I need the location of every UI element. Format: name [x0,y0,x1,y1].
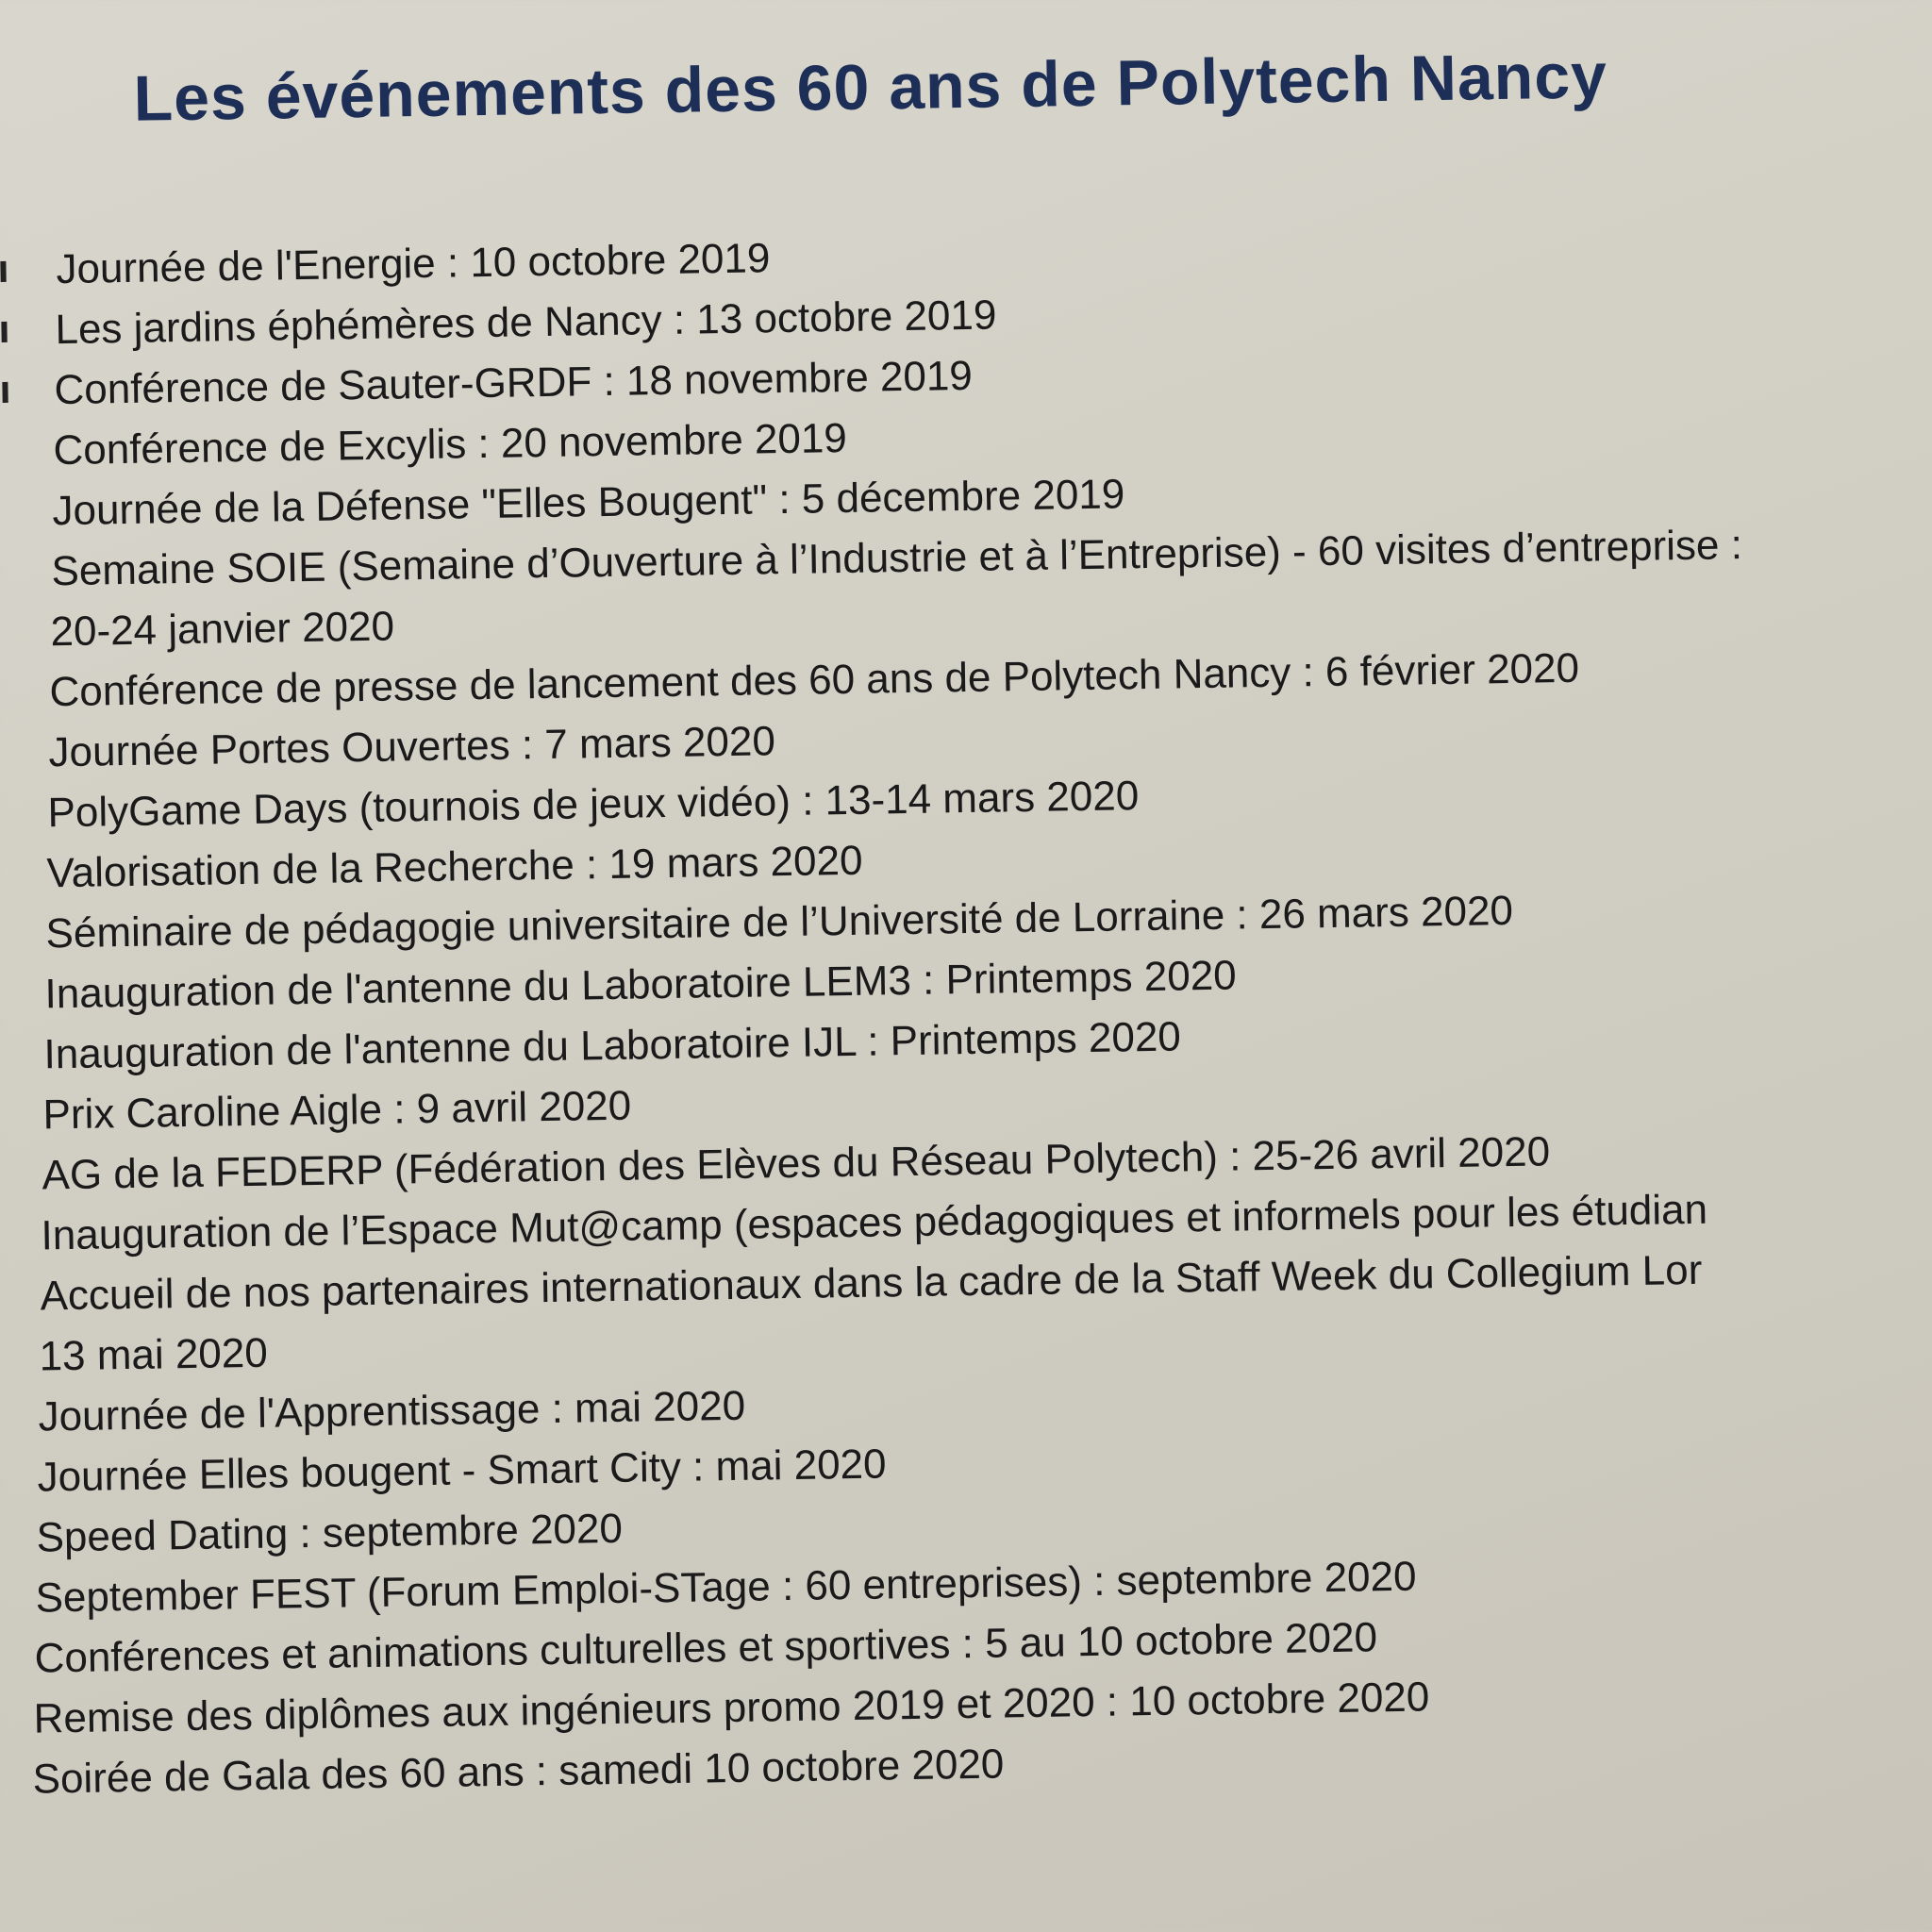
event-text: Inauguration de l'antenne du Laboratoire IJL : Printemps 2020 [43,1013,1182,1078]
event-text: Conférence de presse de lancement des 60 ans de Polytech Nancy : 6 février 2020 [49,644,1580,716]
bullet-marker [2,382,8,403]
event-text: Speed Dating : septembre 2020 [36,1505,624,1561]
document-title: Les événements des 60 ans de Polytech Nancy [133,40,1608,135]
event-text: Inauguration de l'antenne du Laboratoire LEM3 : Printemps 2020 [44,952,1238,1018]
event-text: Conférence de Excylis : 20 novembre 2019 [53,414,848,475]
event-text: Conférences et animations culturelles et sportives : 5 au 10 octobre 2020 [34,1614,1378,1682]
event-text: Valorisation de la Recherche : 19 mars 2020 [46,837,863,897]
event-text: Semaine SOIE (Semaine d’Ouverture à l’Industrie et à l’Entreprise) - 60 visites d’entreprise : [51,522,1743,595]
event-text: PolyGame Days (tournois de jeux vidéo) : 13-14 mars 2020 [47,773,1140,837]
event-text: Journée de la Défense "Elles Bougent" : 5 décembre 2019 [52,471,1125,535]
event-text: Prix Caroline Aigle : 9 avril 2020 [42,1082,632,1139]
bullet-marker [0,261,6,282]
bullet-marker [1,322,7,342]
event-text: Journée de l'Apprentissage : mai 2020 [38,1382,746,1441]
event-text-continuation: 20-24 janvier 2020 [50,603,395,656]
event-text: Journée Elles bougent - Smart City : mai 2020 [37,1441,887,1501]
event-text: AG de la FEDERP (Fédération des Elèves du Réseau Polytech) : 25-26 avril 2020 [42,1128,1551,1199]
event-text: Remise des diplômes aux ingénieurs promo 2019 et 2020 : 10 octobre 2020 [33,1674,1430,1742]
event-text: Séminaire de pédagogie universitaire de l’Université de Lorraine : 26 mars 2020 [45,887,1514,958]
event-text: Journée Portes Ouvertes : 7 mars 2020 [48,718,776,776]
event-text: Inauguration de l’Espace Mut@camp (espaces pédagogiques et informels pour les étudian [41,1186,1708,1259]
event-text: Soirée de Gala des 60 ans : samedi 10 octobre 2020 [32,1740,1005,1803]
event-text: Conférence de Sauter-GRDF : 18 novembre 2019 [54,352,974,414]
event-text-continuation: 13 mai 2020 [39,1329,269,1380]
event-text: Les jardins éphémères de Nancy : 13 octobre 2019 [55,291,997,354]
event-text: Journée de l'Energie : 10 octobre 2019 [56,235,771,293]
event-text: September FEST (Forum Emploi-STage : 60 entreprises) : septembre 2020 [35,1553,1417,1622]
events-list [4,207,1932,1810]
event-text: Accueil de nos partenaires internationaux dans la cadre de la Staff Week du Collegium Lor [40,1246,1703,1320]
